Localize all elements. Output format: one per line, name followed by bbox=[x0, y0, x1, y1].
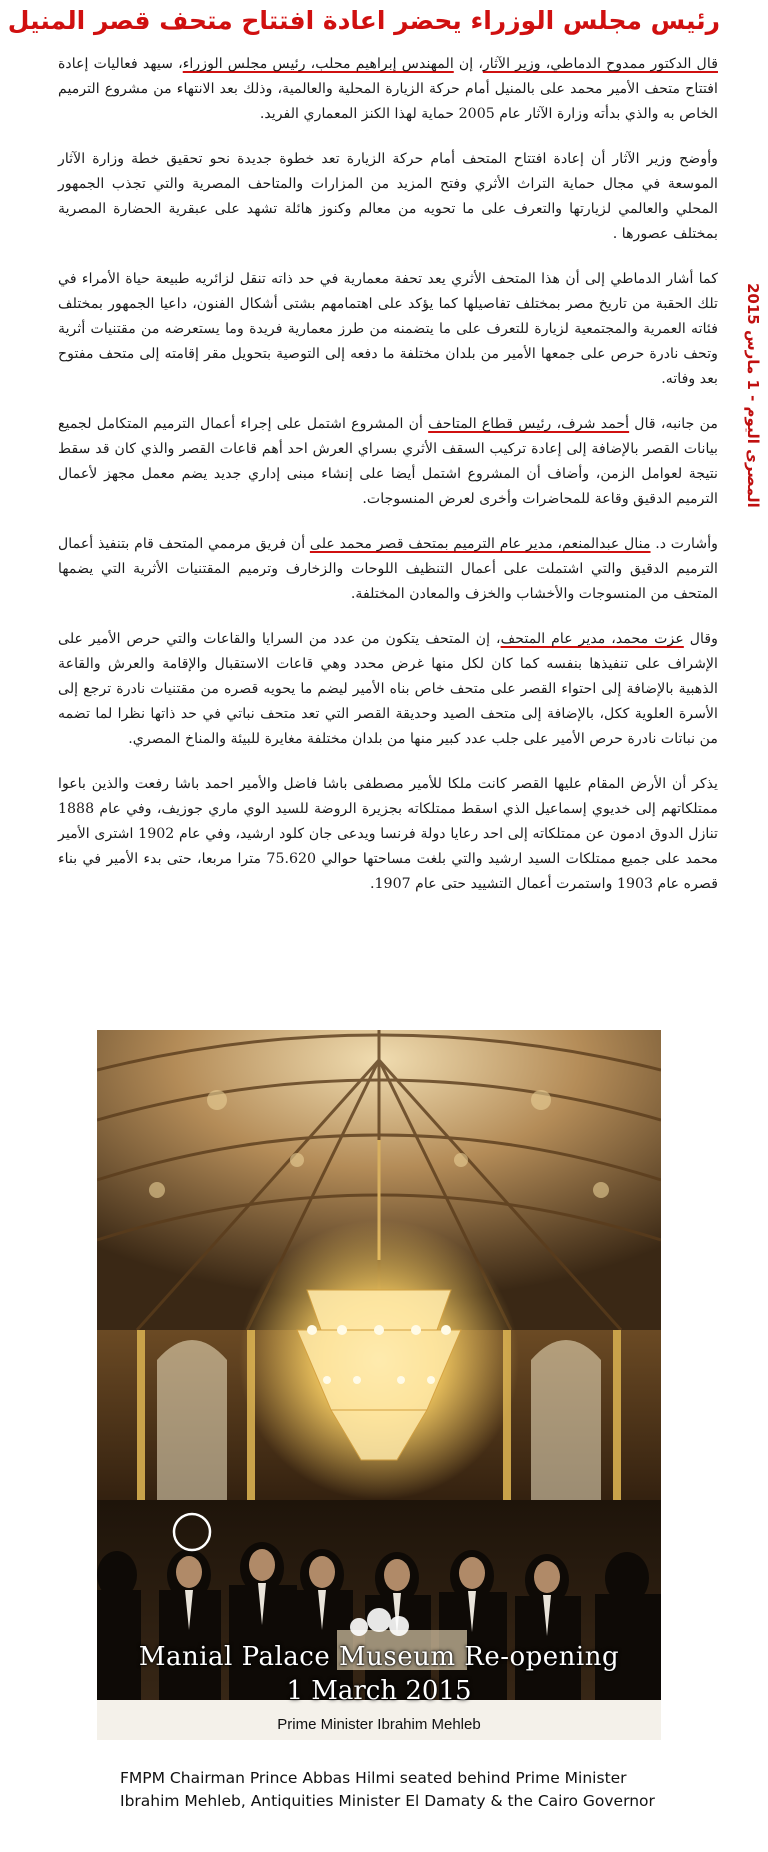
paragraph-text: وأوضح وزير الآثار أن إعادة افتتاح المتحف أمام حركة الزيارة تعد خطوة جديدة نحو تحقيق خطة وزارة الآثار الموسعة في مجال حماية التراث الأثري وفتح المزيد من المزارات والمتاحف المصرية والتي تجذب الجمهور المحلي والعالمي لزيارتها والتعرف على ما تحويه من معالم وكنوز هائلة تشهد على عبقرية الحضارة المصرية بمختلف عصورها . bbox=[58, 151, 718, 242]
paragraph-3 bbox=[58, 267, 718, 392]
paragraph-text: وأشارت د. bbox=[650, 536, 718, 552]
photo-overlay-label: Prime Minister Ibrahim Mehleb bbox=[277, 1716, 481, 1733]
article-body bbox=[58, 52, 718, 917]
photo-overlay-date: 1 March 2015 bbox=[286, 1676, 472, 1706]
paragraph-text: أن المشروع اشتمل على إجراء أعمال الترميم المتكامل لجميع بيانات القصر بالإضافة إلى إعادة تركيب السقف الأثري بسراي العرش احد أهم قاعات القصر والذي كان قد سقط نتيجة لعوامل الزمن، وأضاف أن المشروع اشتمل أيضا على إنشاء مبنى إداري جديد يضم معمل مجهز لأعمال الترميم الدقيق وقاعة للمحاضرات وأخرى لعرض المنسوجات. bbox=[58, 416, 718, 507]
minister-name: قال الدكتور ممدوح الدماطي، وزير الآثار bbox=[482, 56, 718, 72]
paragraph-2 bbox=[58, 147, 718, 247]
paragraph-5 bbox=[58, 532, 718, 607]
photo-caption: FMPM Chairman Prince Abbas Hilmi seated behind Prime Minister Ibrahim Mehleb, Antiquities Minister El Damaty & the Cairo Governor bbox=[120, 1769, 655, 1810]
source-date-label: المصرى اليوم - 1 مارس 2015 bbox=[744, 282, 762, 508]
paragraph-4 bbox=[58, 412, 718, 512]
paragraph-text: من جانبه، قال bbox=[629, 416, 718, 432]
paragraph-text: وقال bbox=[683, 631, 718, 647]
paragraph-7 bbox=[58, 772, 718, 897]
paragraph-text: ، إن bbox=[453, 56, 483, 72]
palace-hall-illustration bbox=[97, 1030, 661, 1740]
article-title: رئيس مجلس الوزراء يحضر اعادة افتتاح متحف قصر المنيل bbox=[7, 6, 720, 35]
museums-head-name: أحمد شرف، رئيس قطاع المتاحف bbox=[428, 416, 630, 432]
paragraph-text: كما أشار الدماطي إلى أن هذا المتحف الأثري يعد تحفة معمارية في حد ذاته تنقل لزائريه طبيعة حياة الأمراء في تلك الحقبة من تاريخ مصر بمختلف تفاصيلها كما يؤكد على اهتمامهم بشتى أشكال الفنون، داعيا الجمهور بمختلف فئاته العمرية والمجتمعية لزيارة للتعرف على ما يتضمنه من طرز معمارية فريدة وما يستعرضه من مقتنيات أثرية وتحف نادرة حرص على جمعها الأمير من بلدان مختلفة ما دفعه إلى التوصية بتحويل مقر إقامته إلى متحف مفتوح بعد وفاته. bbox=[58, 271, 718, 387]
paragraph-text: ، سيهد فعاليات إعادة افتتاح متحف الأمير محمد على بالمنيل أمام حركة الزيارة المحلية والعالمية، وذلك بعد الانتهاء من مشروع الترميم الخاص به والذي بدأته وزارة الآثار عام 2005 حماية لهذا الكنز المعماري الفريد. bbox=[58, 56, 718, 122]
restoration-director-name: منال عبدالمنعم، مدير عام الترميم بمتحف قصر محمد على bbox=[309, 536, 651, 552]
paragraph-text: ، إن المتحف يتكون من عدد من السرايا والقاعات والتي حرص الأمير على الإشراف على تنفيذها بنفسه كما كان لكل منها غرض محدد وهي قاعات الاستقبال والإقامة والعرش والقاعة الذهبية بالإضافة إلى احتواء القصر على متحف خاص بناه الأمير ليضم ما يحويه قصره من مقتنيات نادرة ترجع إلى الأسرة العلوية ككل، بالإضافة إلى متحف الصيد وحديقة القصر التي تعد متحف نباتي في حد ذاتها نظرا لما تضمه من نباتات نادرة حرص الأمير على جلب عدد كبير منها من بلدان مختلفة مغايرة للبيئة والمناخ المصري. bbox=[58, 631, 718, 747]
event-photo bbox=[97, 1030, 661, 1740]
photo-overlay-title: Manial Palace Museum Re-opening bbox=[138, 1642, 620, 1672]
prime-minister-name: المهندس إبراهيم محلب، رئيس مجلس الوزراء bbox=[182, 56, 454, 72]
paragraph-1 bbox=[58, 52, 718, 127]
paragraph-text: يذكر أن الأرض المقام عليها القصر كانت ملكا للأمير مصطفى باشا فاضل والأمير احمد باشا رفعت والذين باعوا ممتلكاتهم إلى خديوي إسماعيل الذي اسقط ممتلكاته بجزيرة الروضة للسيد الوي ماري جوزيف، وفي عام 1888 تنازل الدوق ادمون عن ممتلكاته إلى احد رعايا دولة فرنسا ويدعى جان كلود ارشيد، وفي عام 1902 اشترى الأمير محمد على جميع ممتلكات السيد ارشيد والتي بلغت مساحتها حوالي 75.620 مترا مربعا، حتى بدء الأمير في بناء قصره عام 1903 واستمرت أعمال التشييد حتى عام 1907. bbox=[58, 776, 718, 892]
paragraph-6 bbox=[58, 627, 718, 752]
museum-director-name: عزت محمد، مدير عام المتحف bbox=[500, 631, 684, 647]
paragraph-text: أن فريق مرممي المتحف قام بتنفيذ أعمال الترميم الدقيق والتي اشتملت على أعمال التنظيف اللوحات والزخارف وترميم المقتنيات الأثرية التي يضمها المتحف من المنسوجات والأخشاب والخزف والمعادن المختلفة. bbox=[58, 536, 718, 602]
